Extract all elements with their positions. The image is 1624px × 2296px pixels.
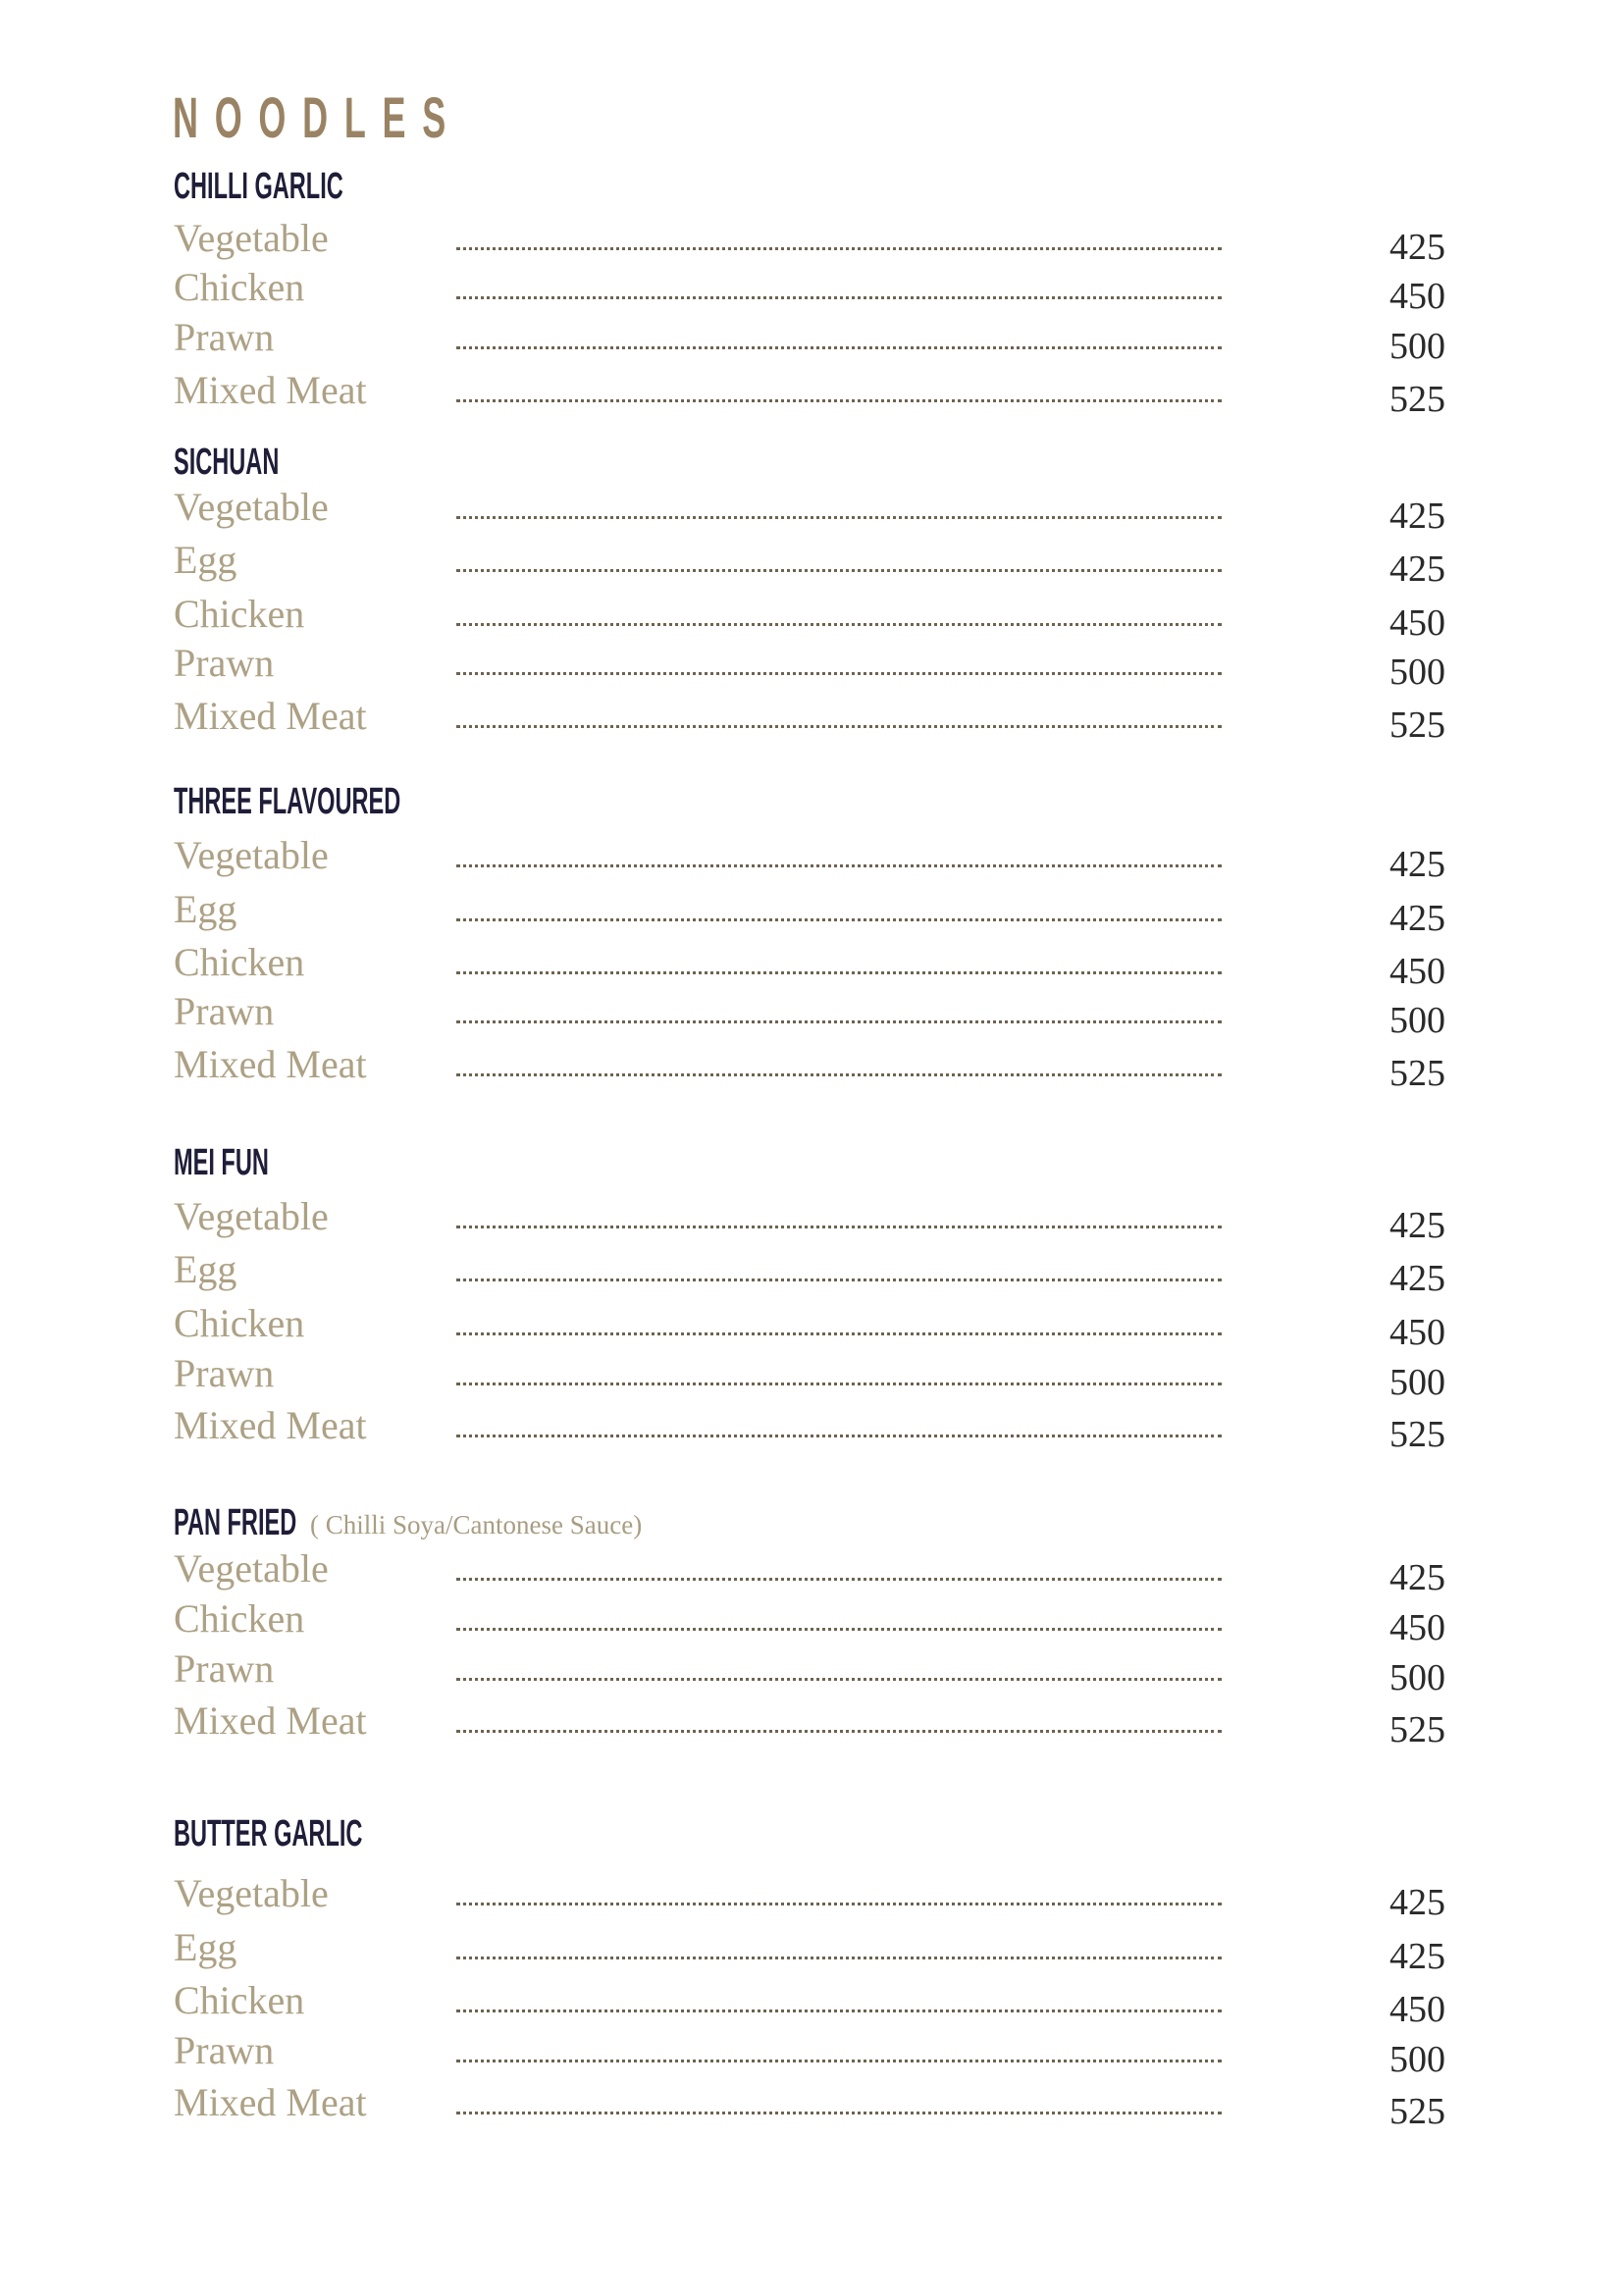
menu-item-price: 525 — [1389, 2091, 1445, 2132]
menu-item-name: Mixed Meat — [174, 2080, 367, 2124]
menu-item-name: Prawn — [174, 1646, 275, 1691]
dotted-leader — [456, 2060, 1222, 2062]
dotted-leader — [456, 1578, 1222, 1581]
menu-item-price: 425 — [1389, 548, 1445, 590]
menu-item-price: 525 — [1389, 1053, 1445, 1094]
page-title: NOODLES — [173, 86, 463, 150]
menu-item-price: 425 — [1389, 1205, 1445, 1246]
menu-item-price: 525 — [1389, 1709, 1445, 1750]
dotted-leader — [456, 672, 1222, 675]
dotted-leader — [456, 918, 1222, 921]
section-heading: PAN FRIED — [174, 1502, 297, 1543]
menu-item-price: 500 — [1389, 1000, 1445, 1041]
menu-item-name: Prawn — [174, 641, 275, 685]
menu-item-name: Vegetable — [174, 1871, 329, 1915]
menu-item-name: Chicken — [174, 592, 305, 636]
menu-item-name: Egg — [174, 887, 237, 931]
menu-item-name: Egg — [174, 1247, 237, 1291]
dotted-leader — [456, 2009, 1222, 2012]
menu-item-price: 425 — [1389, 844, 1445, 885]
menu-item-price: 425 — [1389, 1936, 1445, 1977]
dotted-leader — [456, 1073, 1222, 1076]
section-heading: BUTTER GARLIC — [174, 1813, 363, 1854]
dotted-leader — [456, 1903, 1222, 1905]
dotted-leader — [456, 864, 1222, 867]
menu-item-price: 500 — [1389, 326, 1445, 367]
menu-item-name: Mixed Meat — [174, 1403, 367, 1447]
section-heading: CHILLI GARLIC — [174, 166, 343, 207]
menu-item-name: Prawn — [174, 2028, 275, 2072]
menu-item-name: Vegetable — [174, 833, 329, 877]
menu-item-price: 425 — [1389, 227, 1445, 268]
menu-item-name: Chicken — [174, 940, 305, 984]
section-heading: THREE FLAVOURED — [174, 781, 401, 822]
menu-item-name: Egg — [174, 538, 237, 582]
dotted-leader — [456, 516, 1222, 519]
menu-item-name: Prawn — [174, 989, 275, 1033]
menu-item-price: 425 — [1389, 898, 1445, 939]
menu-item-name: Prawn — [174, 315, 275, 359]
menu-item-price: 450 — [1389, 1312, 1445, 1353]
dotted-leader — [456, 1020, 1222, 1023]
dotted-leader — [456, 569, 1222, 572]
dotted-leader — [456, 1628, 1222, 1631]
menu-item-price: 525 — [1389, 379, 1445, 420]
menu-item-price: 425 — [1389, 1882, 1445, 1923]
section-note: ( Chilli Soya/Cantonese Sauce) — [310, 1510, 643, 1539]
menu-item-name: Mixed Meat — [174, 1042, 367, 1086]
dotted-leader — [456, 399, 1222, 402]
dotted-leader — [456, 1226, 1222, 1228]
dotted-leader — [456, 296, 1222, 299]
menu-item-price: 500 — [1389, 1362, 1445, 1403]
section-heading: SICHUAN — [174, 442, 280, 483]
menu-item-name: Vegetable — [174, 1546, 329, 1591]
menu-item-price: 425 — [1389, 1258, 1445, 1299]
menu-item-name: Mixed Meat — [174, 694, 367, 738]
menu-item-price: 450 — [1389, 602, 1445, 644]
menu-item-price: 525 — [1389, 704, 1445, 746]
dotted-leader — [456, 1435, 1222, 1437]
menu-item-price: 500 — [1389, 1657, 1445, 1698]
menu-item-name: Chicken — [174, 1301, 305, 1345]
section-heading: MEI FUN — [174, 1142, 269, 1183]
menu-item-name: Vegetable — [174, 1194, 329, 1238]
menu-item-price: 425 — [1389, 1557, 1445, 1598]
menu-item-name: Chicken — [174, 1596, 305, 1641]
dotted-leader — [456, 2112, 1222, 2114]
menu-item-name: Vegetable — [174, 216, 329, 260]
menu-item-price: 500 — [1389, 652, 1445, 693]
menu-item-name: Chicken — [174, 265, 305, 309]
menu-item-name: Vegetable — [174, 485, 329, 529]
dotted-leader — [456, 1957, 1222, 1959]
dotted-leader — [456, 725, 1222, 728]
menu-item-price: 500 — [1389, 2039, 1445, 2080]
dotted-leader — [456, 1332, 1222, 1335]
menu-item-name: Mixed Meat — [174, 368, 367, 412]
menu-item-name: Egg — [174, 1925, 237, 1969]
menu-item-name: Chicken — [174, 1978, 305, 2022]
dotted-leader — [456, 623, 1222, 626]
menu-item-price: 450 — [1389, 1607, 1445, 1648]
menu-item-price: 450 — [1389, 276, 1445, 317]
menu-item-price: 450 — [1389, 951, 1445, 992]
dotted-leader — [456, 346, 1222, 349]
dotted-leader — [456, 247, 1222, 250]
dotted-leader — [456, 1278, 1222, 1281]
menu-item-price: 425 — [1389, 496, 1445, 537]
menu-item-price: 525 — [1389, 1414, 1445, 1455]
menu-item-name: Prawn — [174, 1351, 275, 1395]
dotted-leader — [456, 1678, 1222, 1681]
menu-item-name: Mixed Meat — [174, 1698, 367, 1743]
dotted-leader — [456, 971, 1222, 974]
menu-item-price: 450 — [1389, 1989, 1445, 2030]
dotted-leader — [456, 1383, 1222, 1385]
dotted-leader — [456, 1730, 1222, 1733]
